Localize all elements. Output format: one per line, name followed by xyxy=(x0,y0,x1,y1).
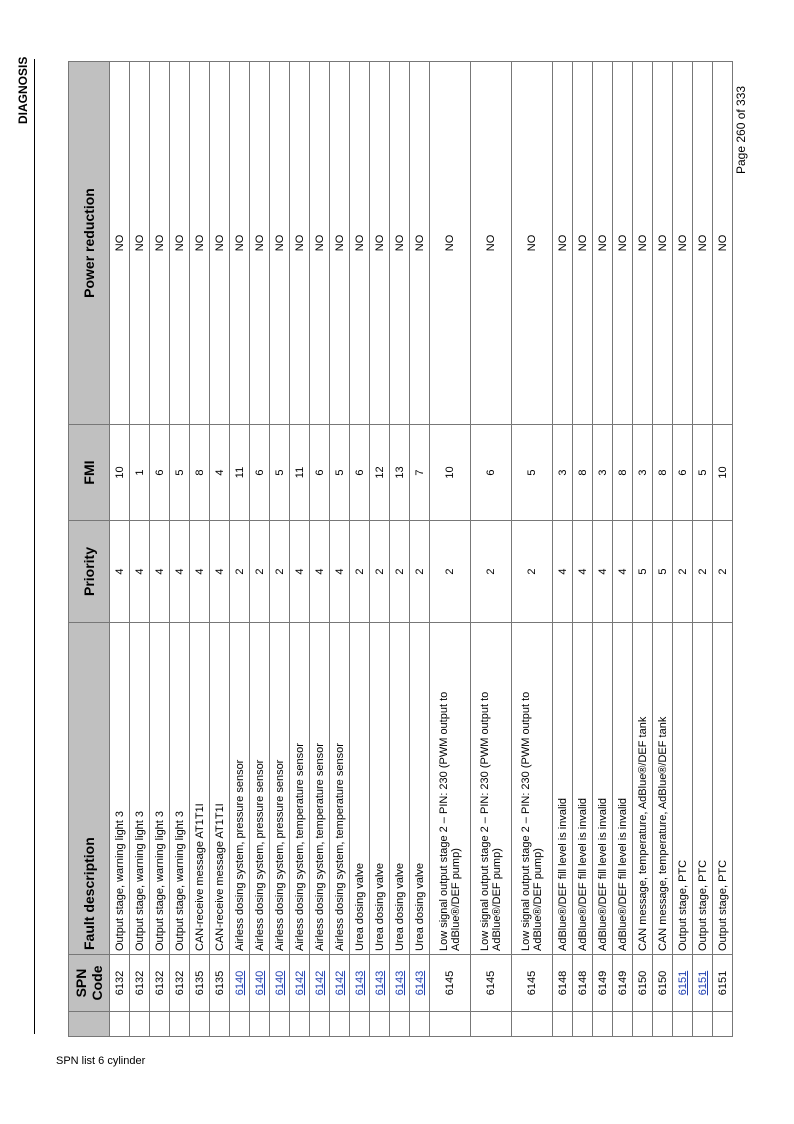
fault-description-cell: CAN message, temperature, AdBlue®/DEF tank xyxy=(633,623,653,955)
row-blank-cell xyxy=(410,1012,430,1037)
row-blank-cell xyxy=(190,1012,210,1037)
row-blank-cell xyxy=(390,1012,410,1037)
spn-code-cell xyxy=(250,955,270,1012)
table-body xyxy=(110,62,733,1037)
fault-description-cell: Output stage, PTC xyxy=(673,623,693,955)
power-reduction-cell: NO xyxy=(613,62,633,425)
fault-description-cell: Output stage, warning light 3 xyxy=(110,623,130,955)
row-blank-cell xyxy=(653,1012,673,1037)
spn-code-link[interactable]: 6140 xyxy=(253,970,266,996)
table-row xyxy=(593,62,613,1037)
fmi-cell: 1 xyxy=(130,425,150,521)
row-blank-cell xyxy=(130,1012,150,1037)
section-title: DIAGNOSIS xyxy=(16,56,30,124)
power-reduction-cell: NO xyxy=(310,62,330,425)
fmi-cell: 11 xyxy=(290,425,310,521)
spn-code-link[interactable]: 6142 xyxy=(293,970,306,996)
fault-description-cell: Low signal output stage 2 – PIN: 230 (PWM output to AdBlue®/DEF pump) xyxy=(430,623,471,955)
spn-code-cell xyxy=(290,955,310,1012)
fault-description-cell: Low signal output stage 2 – PIN: 230 (PWM output to AdBlue®/DEF pump) xyxy=(512,623,553,955)
table-row xyxy=(150,62,170,1037)
spn-code-cell: 6145 xyxy=(512,955,553,1012)
fmi-cell: 6 xyxy=(310,425,330,521)
row-blank-cell xyxy=(430,1012,471,1037)
power-reduction-cell: NO xyxy=(693,62,713,425)
header-blank xyxy=(69,1012,110,1037)
table-row xyxy=(573,62,593,1037)
spn-code-cell: 6145 xyxy=(471,955,512,1012)
fmi-cell: 6 xyxy=(350,425,370,521)
fmi-cell: 8 xyxy=(190,425,210,521)
priority-cell: 2 xyxy=(693,521,713,623)
fmi-cell: 6 xyxy=(150,425,170,521)
fmi-cell: 5 xyxy=(270,425,290,521)
priority-cell: 4 xyxy=(613,521,633,623)
spn-code-link[interactable]: 6142 xyxy=(333,970,346,996)
priority-cell: 2 xyxy=(471,521,512,623)
spn-code-cell: 6132 xyxy=(150,955,170,1012)
fault-description-cell: AdBlue®/DEF fill level is invalid xyxy=(613,623,633,955)
fmi-cell: 11 xyxy=(230,425,250,521)
spn-code-cell: 6148 xyxy=(573,955,593,1012)
spn-code-cell: 6135 xyxy=(190,955,210,1012)
table-row xyxy=(310,62,330,1037)
fmi-cell: 8 xyxy=(653,425,673,521)
fault-description-cell: AdBlue®/DEF fill level is invalid xyxy=(573,623,593,955)
spn-code-link[interactable]: 6151 xyxy=(676,970,689,996)
fmi-cell: 6 xyxy=(471,425,512,521)
fmi-cell: 13 xyxy=(390,425,410,521)
fault-description-cell: Airless dosing system, pressure sensor xyxy=(230,623,250,955)
priority-cell: 5 xyxy=(653,521,673,623)
table-row xyxy=(210,62,230,1037)
row-blank-cell xyxy=(471,1012,512,1037)
table-row xyxy=(370,62,390,1037)
spn-code-cell xyxy=(673,955,693,1012)
power-reduction-cell: NO xyxy=(410,62,430,425)
fault-description-cell: CAN message, temperature, AdBlue®/DEF tank xyxy=(653,623,673,955)
row-blank-cell xyxy=(350,1012,370,1037)
fmi-cell: 3 xyxy=(633,425,653,521)
fmi-cell: 5 xyxy=(512,425,553,521)
table-row xyxy=(350,62,370,1037)
power-reduction-cell: NO xyxy=(170,62,190,425)
fmi-cell: 7 xyxy=(410,425,430,521)
row-blank-cell xyxy=(170,1012,190,1037)
fmi-cell: 3 xyxy=(593,425,613,521)
power-reduction-cell: NO xyxy=(593,62,613,425)
row-blank-cell xyxy=(693,1012,713,1037)
power-reduction-cell: NO xyxy=(633,62,653,425)
fmi-cell: 4 xyxy=(210,425,230,521)
power-reduction-cell: NO xyxy=(190,62,210,425)
header-power-reduction: Power reduction xyxy=(69,62,110,425)
table-row xyxy=(250,62,270,1037)
fault-description-cell: Output stage, warning light 3 xyxy=(150,623,170,955)
table-row xyxy=(130,62,150,1037)
priority-cell: 4 xyxy=(553,521,573,623)
power-reduction-cell: NO xyxy=(673,62,693,425)
fault-description-cell: CAN-receive message AT1T1I xyxy=(190,623,210,955)
priority-cell: 4 xyxy=(330,521,350,623)
table-row xyxy=(512,62,553,1037)
power-reduction-cell: NO xyxy=(350,62,370,425)
table-row xyxy=(410,62,430,1037)
priority-cell: 4 xyxy=(210,521,230,623)
spn-code-cell: 6149 xyxy=(613,955,633,1012)
fmi-cell: 5 xyxy=(693,425,713,521)
spn-code-cell: 6149 xyxy=(593,955,613,1012)
fault-description-cell: Urea dosing valve xyxy=(410,623,430,955)
fault-description-cell: AdBlue®/DEF fill level is invalid xyxy=(593,623,613,955)
spn-code-cell xyxy=(270,955,290,1012)
table-row xyxy=(613,62,633,1037)
header-spn-code: SPN Code xyxy=(69,955,110,1012)
spn-code-link[interactable]: 6143 xyxy=(353,970,366,996)
table-row xyxy=(553,62,573,1037)
power-reduction-cell: NO xyxy=(290,62,310,425)
power-reduction-cell: NO xyxy=(210,62,230,425)
power-reduction-cell: NO xyxy=(150,62,170,425)
fault-description-cell: Urea dosing valve xyxy=(350,623,370,955)
priority-cell: 4 xyxy=(150,521,170,623)
row-blank-cell xyxy=(290,1012,310,1037)
priority-cell: 2 xyxy=(512,521,553,623)
table-row xyxy=(693,62,713,1037)
fmi-cell: 5 xyxy=(330,425,350,521)
spn-code-link[interactable]: 6143 xyxy=(413,970,426,996)
power-reduction-cell: NO xyxy=(370,62,390,425)
spn-code-cell xyxy=(370,955,390,1012)
priority-cell: 4 xyxy=(573,521,593,623)
power-reduction-cell: NO xyxy=(573,62,593,425)
spn-code-link[interactable]: 6143 xyxy=(373,970,386,996)
fmi-cell: 6 xyxy=(250,425,270,521)
fault-description-cell: Output stage, warning light 3 xyxy=(170,623,190,955)
priority-cell: 2 xyxy=(410,521,430,623)
row-blank-cell xyxy=(512,1012,553,1037)
table-row xyxy=(653,62,673,1037)
priority-cell: 2 xyxy=(350,521,370,623)
priority-cell: 2 xyxy=(390,521,410,623)
fault-description-cell: Airless dosing system, temperature sensor xyxy=(290,623,310,955)
spn-code-cell: 6148 xyxy=(553,955,573,1012)
fmi-cell: 3 xyxy=(553,425,573,521)
fault-description-cell: Airless dosing system, temperature sensor xyxy=(330,623,350,955)
priority-cell: 2 xyxy=(230,521,250,623)
priority-cell: 5 xyxy=(633,521,653,623)
spn-code-link[interactable]: 6142 xyxy=(313,970,326,996)
spn-code-cell xyxy=(390,955,410,1012)
power-reduction-cell: NO xyxy=(713,62,733,425)
priority-cell: 2 xyxy=(250,521,270,623)
row-blank-cell xyxy=(370,1012,390,1037)
fault-description-cell: Output stage, warning light 3 xyxy=(130,623,150,955)
fmi-cell: 8 xyxy=(613,425,633,521)
priority-cell: 2 xyxy=(430,521,471,623)
priority-cell: 2 xyxy=(713,521,733,623)
spn-code-cell xyxy=(350,955,370,1012)
power-reduction-cell: NO xyxy=(430,62,471,425)
spn-code-cell xyxy=(230,955,250,1012)
table-row xyxy=(190,62,210,1037)
table-row xyxy=(270,62,290,1037)
table-row xyxy=(430,62,471,1037)
row-blank-cell xyxy=(713,1012,733,1037)
fmi-cell: 6 xyxy=(673,425,693,521)
table-row xyxy=(713,62,733,1037)
priority-cell: 4 xyxy=(130,521,150,623)
row-blank-cell xyxy=(270,1012,290,1037)
power-reduction-cell: NO xyxy=(471,62,512,425)
row-blank-cell xyxy=(110,1012,130,1037)
row-blank-cell xyxy=(310,1012,330,1037)
priority-cell: 4 xyxy=(170,521,190,623)
side-label: SPN list 6 cylinder xyxy=(56,1055,146,1067)
table-row xyxy=(633,62,653,1037)
spn-code-link[interactable]: 6140 xyxy=(233,970,246,996)
header-fault-description: Fault description xyxy=(69,623,110,955)
priority-cell: 4 xyxy=(190,521,210,623)
priority-cell: 2 xyxy=(370,521,390,623)
row-blank-cell xyxy=(673,1012,693,1037)
spn-code-link[interactable]: 6143 xyxy=(393,970,406,996)
power-reduction-cell: NO xyxy=(553,62,573,425)
power-reduction-cell: NO xyxy=(390,62,410,425)
fmi-cell: 8 xyxy=(573,425,593,521)
row-blank-cell xyxy=(330,1012,350,1037)
fault-description-cell: Output stage, PTC xyxy=(713,623,733,955)
table-row xyxy=(390,62,410,1037)
page-number: Page 260 of 333 xyxy=(734,85,748,174)
fault-description-cell: CAN-receive message AT1T1I xyxy=(210,623,230,955)
fmi-cell: 10 xyxy=(110,425,130,521)
spn-code-link[interactable]: 6140 xyxy=(273,970,286,996)
row-blank-cell xyxy=(633,1012,653,1037)
spn-code-link[interactable]: 6151 xyxy=(696,970,709,996)
fault-description-cell: Airless dosing system, pressure sensor xyxy=(250,623,270,955)
row-blank-cell xyxy=(573,1012,593,1037)
table-row xyxy=(330,62,350,1037)
spn-code-cell: 6135 xyxy=(210,955,230,1012)
priority-cell: 4 xyxy=(290,521,310,623)
priority-cell: 4 xyxy=(110,521,130,623)
power-reduction-cell: NO xyxy=(230,62,250,425)
spn-code-cell: 6150 xyxy=(633,955,653,1012)
table-row xyxy=(471,62,512,1037)
spn-code-cell: 6132 xyxy=(110,955,130,1012)
header-rule xyxy=(34,59,35,1034)
row-blank-cell xyxy=(230,1012,250,1037)
power-reduction-cell: NO xyxy=(270,62,290,425)
fmi-cell: 12 xyxy=(370,425,390,521)
priority-cell: 4 xyxy=(310,521,330,623)
spn-code-cell xyxy=(310,955,330,1012)
fmi-cell: 10 xyxy=(430,425,471,521)
table-header-row xyxy=(69,62,110,1037)
fault-description-cell: Airless dosing system, temperature sensor xyxy=(310,623,330,955)
fault-description-cell: Urea dosing valve xyxy=(370,623,390,955)
spn-code-cell: 6132 xyxy=(170,955,190,1012)
table-row xyxy=(230,62,250,1037)
row-blank-cell xyxy=(593,1012,613,1037)
table-row xyxy=(673,62,693,1037)
priority-cell: 2 xyxy=(673,521,693,623)
row-blank-cell xyxy=(553,1012,573,1037)
power-reduction-cell: NO xyxy=(512,62,553,425)
row-blank-cell xyxy=(210,1012,230,1037)
spn-code-cell xyxy=(693,955,713,1012)
spn-code-cell xyxy=(330,955,350,1012)
spn-code-cell: 6150 xyxy=(653,955,673,1012)
spn-code-cell xyxy=(410,955,430,1012)
table-row xyxy=(170,62,190,1037)
table-row xyxy=(110,62,130,1037)
power-reduction-cell: NO xyxy=(130,62,150,425)
spn-code-cell: 6151 xyxy=(713,955,733,1012)
spn-table xyxy=(68,61,733,1037)
fault-description-cell: Low signal output stage 2 – PIN: 230 (PWM output to AdBlue®/DEF pump) xyxy=(471,623,512,955)
fault-description-cell: Urea dosing valve xyxy=(390,623,410,955)
power-reduction-cell: NO xyxy=(653,62,673,425)
power-reduction-cell: NO xyxy=(110,62,130,425)
priority-cell: 4 xyxy=(593,521,613,623)
fault-description-cell: Output stage, PTC xyxy=(693,623,713,955)
priority-cell: 2 xyxy=(270,521,290,623)
header-priority: Priority xyxy=(69,521,110,623)
row-blank-cell xyxy=(150,1012,170,1037)
power-reduction-cell: NO xyxy=(330,62,350,425)
header-fmi: FMI xyxy=(69,425,110,521)
fmi-cell: 10 xyxy=(713,425,733,521)
fmi-cell: 5 xyxy=(170,425,190,521)
spn-code-cell: 6145 xyxy=(430,955,471,1012)
row-blank-cell xyxy=(250,1012,270,1037)
spn-code-cell: 6132 xyxy=(130,955,150,1012)
fault-description-cell: Airless dosing system, pressure sensor xyxy=(270,623,290,955)
fault-description-cell: AdBlue®/DEF fill level is invalid xyxy=(553,623,573,955)
row-blank-cell xyxy=(613,1012,633,1037)
power-reduction-cell: NO xyxy=(250,62,270,425)
table-row xyxy=(290,62,310,1037)
